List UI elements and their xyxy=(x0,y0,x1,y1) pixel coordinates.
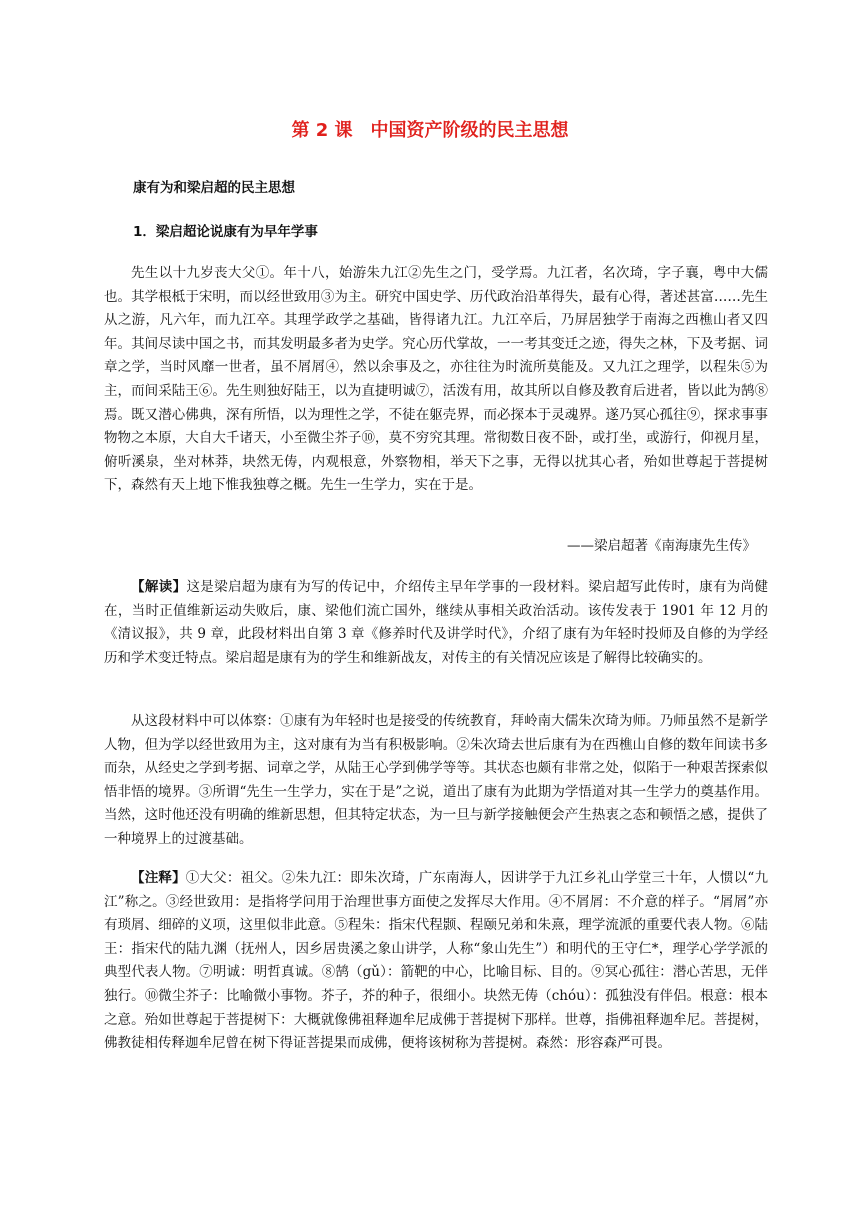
interpretation-label: 【解读】 xyxy=(131,579,187,595)
notes-paragraph xyxy=(104,867,768,1056)
notes-label: 【注释】 xyxy=(131,870,186,886)
subheading: 1．梁启超论说康有为早年学事 xyxy=(133,224,318,240)
interpretation-paragraph xyxy=(104,576,768,670)
source-citation: ——梁启超著《南海康先生传》 xyxy=(567,538,756,554)
notes-text: ①大父：祖父。②朱九江：即朱次琦，广东南海人，因讲学于九江乡礼山学堂三十年，人惯以“九江”称之。③经世致用：是指将学问用于治理世事方面使之发挥尽大作用。④不屑屑：不介意的样子。“屑屑”亦有琐屑、细碎的义项，这里似非此意。⑤程朱：指宋代程颢、程颐兄弟和朱熹，理学流派的重要代表人物。⑥陆王：指宋代的陆九渊（抚州人，因乡居贵溪之象山讲学，人称“象山先生”）和明代的王守仁*，理学心学学派的典型代表人物。⑦明诚：明哲真诚。⑧鹄（gǔ）：箭靶的中心，比喻目标、目的。⑨冥心孤往：潜心苦思，无伴独行。⑩微尘芥子：比喻微小事物。芥子，芥的种子，很细小。块然无俦（chóu）：孤独没有伴侣。根意：根本之意。殆如世尊起于菩提树下：大概就像佛祖释迦牟尼成佛于菩提树下那样。世尊，指佛祖释迦牟尼。菩提树，佛教徒相传释迦牟尼曾在树下得证菩提果而成佛，便将该树称为菩提树。森然：形容森严可畏。 xyxy=(104,870,769,1052)
interpretation-text: 这是梁启超为康有为写的传记中，介绍传主早年学事的一段材料。梁启超写此传时，康有为尚健在，当时正值维新运动失败后，康、梁他们流亡国外，继续从事相关政治活动。该传发表于 1901 年 12 月的《清议报》，共 9 章，此段材料出自第 3 章《修养时代及讲学时代》，介绍了康有为年轻时投师及自修的为学经历和学术变迁特点。梁启超是康有为的学生和维新战友，对传主的有关情况应该是了解得比较确实的。 xyxy=(104,579,769,666)
lesson-title: 第 2 课 中国资产阶级的民主思想 xyxy=(291,120,569,141)
section-heading: 康有为和梁启超的民主思想 xyxy=(133,180,295,196)
source-passage: 先生以十九岁丧大父①。年十八，始游朱九江②先生之门，受学焉。九江者，名次琦，字子襄，粤中大儒也。其学根柢于宋明，而以经世致用③为主。研究中国史学、历代政治沿革得失，最有心得，著述甚富……先生从之游，凡六年，而九江卒。其理学政学之基础，皆得诸九江。九江卒后，乃屏居独学于南海之西樵山者又四年。其间尽读中国之书，而其发明最多者为史学。究心历代掌故，一一考其变迁之迹，得失之林，下及考据、词章之学，当时风靡一世者，虽不屑屑④，然以余事及之，亦往往为时流所莫能及。又九江之理学，以程朱⑤为主，而间采陆王⑥。先生则独好陆王，以为直捷明诚⑦，活泼有用，故其所以自修及教育后进者，皆以此为鹄⑧焉。既又潜心佛典，深有所悟，以为理性之学，不徒在躯壳界，而必探本于灵魂界。遂乃冥心孤往⑨，探求事事物物之本原，大自大千诸天，小至微尘芥子⑩，莫不穷究其理。常彻数日夜不卧，或打坐，或游行，仰视月星，俯听溪泉，坐对林莽，块然无俦，内观根意，外察物相，举天下之事，无得以扰其心者，殆如世尊起于菩提树下，森然有天上地下惟我独尊之概。先生一生学力，实在于是。 xyxy=(104,265,768,494)
analysis-paragraph: 从这段材料中可以体察：①康有为年轻时也是接受的传统教育，拜岭南大儒朱次琦为师。乃师虽然不是新学人物，但为学以经世致用为主，这对康有为当有积极影响。②朱次琦去世后康有为在西樵山自修的数年间读书多而杂，从经史之学到考据、词章之学，从陆王心学到佛学等等。其状态也颇有非常之处，似陷于一种艰苦探索似悟非悟的境界。③所谓“先生一生学力，实在于是”之说，道出了康有为此期为学悟道对其一生学力的奠基作用。当然，这时他还没有明确的维新思想，但其特定状态，为一旦与新学接触便会产生热衷之态和顿悟之感，提供了一种境界上的过渡基础。 xyxy=(104,713,768,847)
